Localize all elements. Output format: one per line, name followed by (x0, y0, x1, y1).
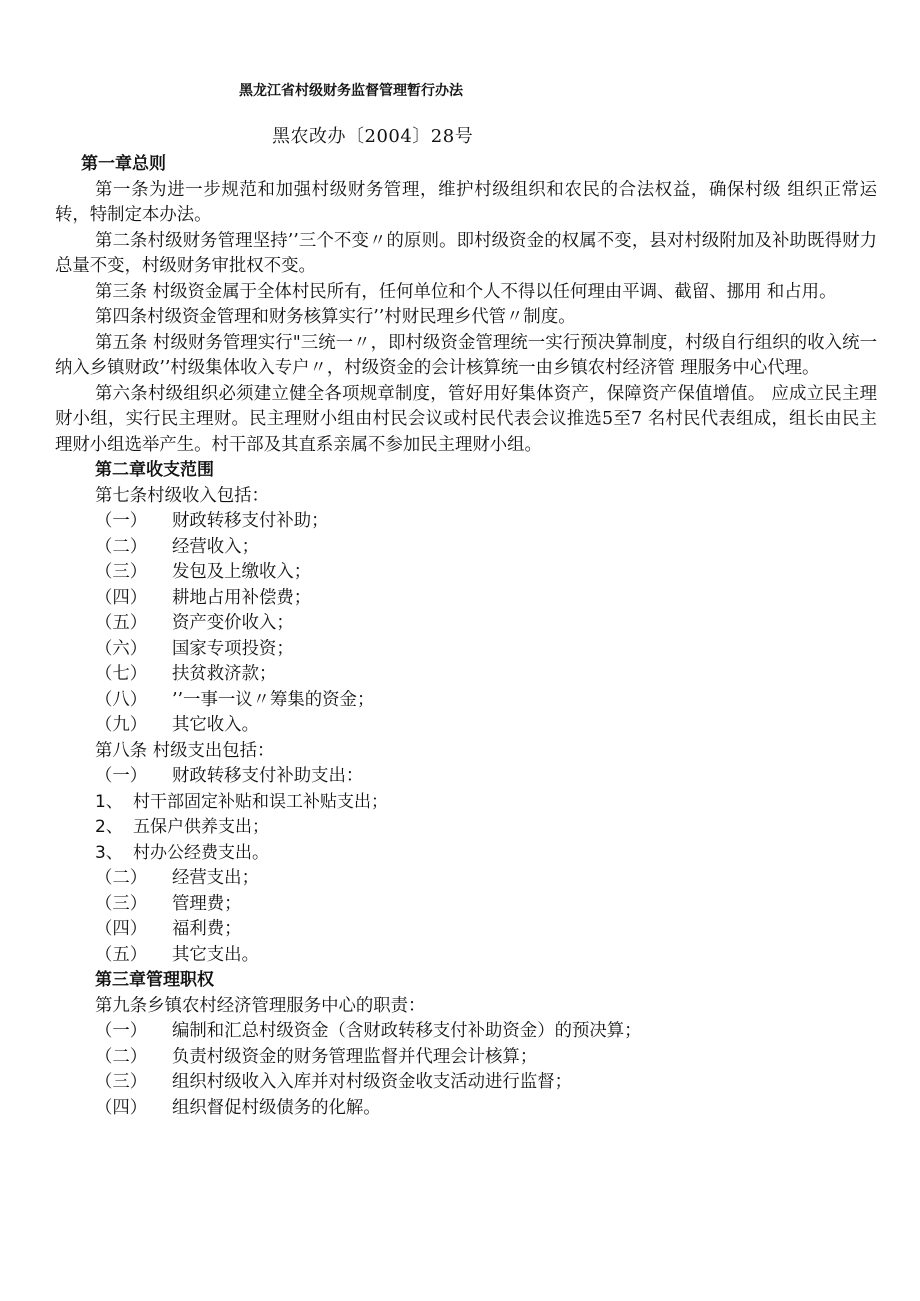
list-item-text: 扶贫救济款； (172, 664, 277, 684)
list-item-number: （八） (95, 689, 148, 710)
list-item (55, 1070, 877, 1096)
list-item-number: （四） (95, 1097, 148, 1118)
article-6: 第六条村级组织必须建立健全各项规章制度，管好用好集体资产，保障资产保值增值。 应成立民主理财小组，实行民主理财。民主理财小组由村民会议或村民代表会议推选5至7 名村民代表组成，组长由民主理财小组选举产生。村干部及其直系亲属不参加民主理财小组。 (55, 383, 877, 455)
list-item (55, 560, 877, 586)
chapter-2-heading: 第二章收支范围 (95, 460, 214, 480)
sub-list-item-text: 村干部固定补贴和误工补贴支出； (133, 791, 388, 812)
list-item-number: （三） (95, 893, 148, 914)
list-item (55, 713, 877, 739)
list-item (55, 917, 877, 943)
list-item-number: （一） (95, 511, 148, 531)
sub-list-item-text: 村办公经费支出。 (133, 842, 269, 863)
list-item-text: 经营收入； (172, 536, 259, 557)
list-item-number: （五） (95, 944, 148, 965)
sub-list-item-number: 3、 (95, 842, 123, 863)
list-item-text: 负责村级资金的财务管理监督并代理会计核算； (172, 1046, 538, 1067)
list-item-text: 财政转移支付补助； (172, 511, 329, 531)
list-item-number: （四） (95, 919, 148, 939)
list-item-number: （三） (95, 562, 148, 582)
list-item-text: 财政转移支付补助支出： (172, 766, 364, 786)
article-4: 第四条村级资金管理和财务核算实行’’村财民理乡代管〃制度。 (95, 307, 576, 327)
list-item-text: ’’一事一议〃筹集的资金； (172, 689, 375, 710)
list-item-number: （四） (95, 587, 148, 608)
sub-list-item-number: 2、 (95, 817, 123, 837)
document-body (55, 152, 877, 1121)
list-item (55, 1096, 877, 1122)
article-9-intro: 第九条乡镇农村经济管理服务中心的职责： (95, 995, 426, 1016)
list-item-text: 其它支出。 (172, 944, 259, 965)
list-item-number: （六） (95, 638, 148, 659)
article-3: 第三条 村级资金属于全体村民所有，任何单位和个人不得以任何理由平调、截留、挪用 和占用。 (95, 281, 837, 302)
list-item-number: （九） (95, 715, 148, 735)
list-item (55, 662, 877, 688)
list-item-number: （七） (95, 664, 148, 684)
sub-list-item (55, 815, 877, 841)
list-item-text: 国家专项投资； (172, 638, 294, 659)
list-item-number: （一） (95, 1021, 148, 1041)
sub-list-item (55, 790, 877, 816)
document-number: 黑农改办〔2004〕28号 (272, 126, 474, 147)
list-item-text: 编制和汇总村级资金（含财政转移支付补助资金）的预决算； (172, 1021, 642, 1041)
list-item (55, 688, 877, 714)
list-item (55, 611, 877, 637)
list-item-text: 发包及上缴收入； (172, 562, 312, 582)
sub-list-item-number: 1、 (95, 791, 123, 812)
list-item-number: （五） (95, 613, 148, 633)
chapter-1-heading: 第一章总则 (81, 154, 166, 174)
list-item (55, 1019, 877, 1045)
list-item-text: 福利费； (172, 919, 242, 939)
list-item (55, 535, 877, 561)
list-item-number: （三） (95, 1072, 148, 1092)
article-2: 第二条村级财务管理坚持’’三个不变〃的原则。即村级资金的权属不变，县对村级附加及补助既得财力总量不变，村级财务审批权不变。 (55, 230, 877, 276)
article-5: 第五条 村级财务管理实行"三统一〃，即村级资金管理统一实行预决算制度，村级自行组织的收入统一纳入乡镇财政’’村级集体收入专户〃，村级资金的会计核算统一由乡镇农村经济管 理服务中心代理。 (55, 332, 877, 378)
list-item (55, 866, 877, 892)
list-item (55, 637, 877, 663)
document-title: 黑龙江省村级财务监督管理暂行办法 (239, 83, 463, 99)
list-item (55, 764, 877, 790)
list-item (55, 892, 877, 918)
list-item-number: （二） (95, 536, 148, 557)
list-item-text: 其它收入。 (172, 715, 259, 735)
list-item-number: （二） (95, 868, 148, 888)
sub-list-item-text: 五保户供养支出； (133, 817, 269, 837)
list-item-text: 经营支出； (172, 868, 259, 888)
list-item-text: 管理费； (172, 893, 242, 914)
list-item (55, 943, 877, 969)
sub-list-item (55, 841, 877, 867)
article-1: 第一条为进一步规范和加强村级财务管理，维护村级组织和农民的合法权益，确保村级 组织正常运转，特制定本办法。 (55, 179, 877, 225)
list-item-text: 耕地占用补偿费； (172, 587, 312, 608)
list-item (55, 586, 877, 612)
article-7-intro: 第七条村级收入包括： (95, 485, 269, 506)
list-item-number: （一） (95, 766, 148, 786)
list-item-text: 组织村级收入入库并对村级资金收支活动进行监督； (172, 1072, 572, 1092)
article-8-intro: 第八条 村级支出包括： (95, 740, 275, 761)
list-item-text: 组织督促村级债务的化解。 (172, 1097, 381, 1118)
list-item (55, 1045, 877, 1071)
chapter-3-heading: 第三章管理职权 (95, 970, 214, 990)
list-item (55, 509, 877, 535)
list-item-text: 资产变价收入； (172, 613, 294, 633)
list-item-number: （二） (95, 1046, 148, 1067)
